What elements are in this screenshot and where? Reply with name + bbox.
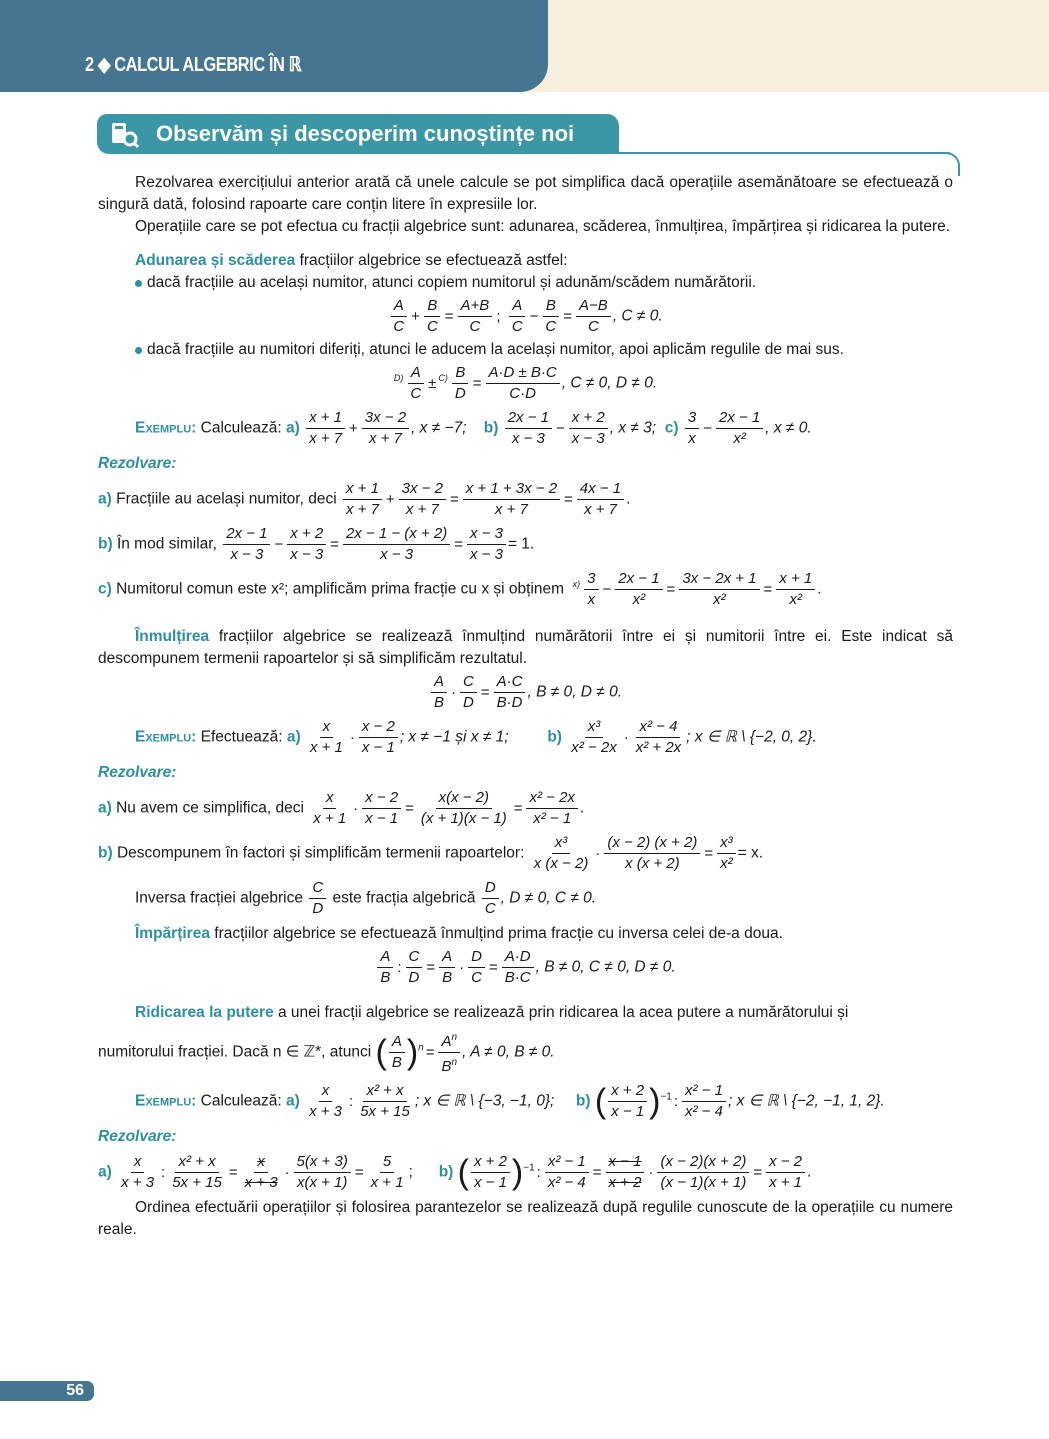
solution-label: Rezolvare: xyxy=(98,764,177,781)
division-paragraph: Împărțirea fracțiilor algebrice se efectuează înmulțind prima fracție cu inversa celei de-a doua. xyxy=(135,925,783,942)
power-paragraph: Ridicarea la putere a unei fracții algebrice se realizează prin ridicarea la acea putere a numărătorului și xyxy=(135,1004,849,1021)
power-keyword: Ridicarea la putere xyxy=(135,1004,274,1021)
multiplication-solution-b: b) Descompunem în factori și simplificăm termenii rapoartelor: $\frac{\text{x³}}{x (x - 2)}$ · $\frac{(x - 2) (x + 2)}{x (x + 2)}$ = $\frac{\text{x³}}{\text{x²}}$ = x. xyxy=(98,834,764,872)
section-divider xyxy=(610,152,950,154)
power-rule: numitorului fracției. Dacă n ∈ ℤ*, atunci ( $\frac{A}{B}$ )$^n$ = $\frac{A^n}{B^n}$ , A ≠ 0, B ≠ 0. xyxy=(98,1028,953,1077)
formula-division: $\frac{A}{B}$ : $\frac{C}{D}$ = $\frac{A}{B}$ · $\frac{D}{C}$ = $\frac{A\cdot D}{B\cdot C}$ , B ≠ 0, C ≠ 0, D ≠ 0. xyxy=(98,947,953,988)
closing-paragraph: Ordinea efectuării operațiilor și folosirea parantezelor se realizează după regulile cunoscute de la operațiile cu numere reale. xyxy=(98,1199,953,1238)
addition-keyword: Adunarea și scăderea xyxy=(135,252,296,269)
solution-label: Rezolvare: xyxy=(98,455,177,472)
book-magnifier-icon xyxy=(110,121,140,149)
chapter-band xyxy=(0,0,548,92)
power-solutions: a) $\frac{x}{x + 3}$ : $\frac{\text{x² + x}}{5x + 15}$ = $\frac{x}{x + 3}$ · $\frac{5(x + 3)}{x(x + 1)}$ = $\frac{5}{x + 1}$ ; b) ( $\frac{x + 2}{x - 1}$ )$^{-1}$ : $\frac{\text{x² − 1}}{\text{x² − 4}}$ = $\frac{x - 1}{x + 2}$ · $\frac{(x - 2)(x + 2)}{(x - 1)(x + 1)}$ = $\frac{x - 2}{x + 1}$ . xyxy=(98,1153,812,1192)
addition-example: Exemplu: Calculează: a) $\frac{x + 1}{x + 7}$ + $\frac{3x - 2}{x + 7}$ , x ≠ −7; b) $\frac{2x - 1}{x - 3}$ − $\frac{x + 2}{x - 3}$ , x ≠ 3; c) $\frac{3}{x}$ − $\frac{2x - 1}{\text{x²}}$ , x ≠ 0. xyxy=(135,409,812,447)
power-example: Exemplu: Calculează: a) $\frac{x}{x + 3}$ : $\frac{\text{x² + x}}{5x + 15}$ ; x ∈ ℝ \ {−3, −1, 0}; b) ( $\frac{x + 2}{x - 1}$ )$^{-1}$ : $\frac{\text{x² − 1}}{\text{x² − 4}}$ ; x ∈ ℝ \ {−2, −1, 1, 2}. xyxy=(135,1082,885,1121)
solution-label: Rezolvare: xyxy=(98,1128,177,1145)
multiplication-paragraph: Înmulțirea fracțiilor algebrice se realizează înmulțind numărătorii între ei și numitorii între ei. Este indicat să descompunem termenii rapoartelor și să simplificăm rezultatul. xyxy=(98,628,953,667)
example-label: Exemplu: xyxy=(135,419,197,437)
bullet-different-denominators: dacă fracțiile au numitori diferiți, atunci le aducem la același numitor, apoi aplicăm regulile de mai sus. xyxy=(135,339,953,361)
addition-solution-c: c) Numitorul comun este x²; amplificăm prima fracție cu x și obținem $^{x)}$ $\frac{3}{x}$ − $\frac{2x - 1}{\text{x²}}$ = $\frac{3x - 2x + 1}{\text{x²}}$ = $\frac{x + 1}{\text{x²}}$ . xyxy=(98,570,822,608)
multiplication-solution-a: a) Nu avem ce simplifica, deci $\frac{x}{x + 1}$ · $\frac{x - 2}{x - 1}$ = $\frac{x(x - 2)}{(x + 1)(x - 1)}$ = $\frac{\text{x² − 2x}}{\text{x² − 1}}$ . xyxy=(98,789,585,827)
multiplication-keyword: Înmulțirea xyxy=(135,628,210,645)
multiplication-example: Exemplu: Efectuează: a) $\frac{x}{x + 1}$ · $\frac{x - 2}{x - 1}$ ; x ≠ −1 și x ≠ 1; b) $\frac{\text{x³}}{\text{x² − 2x}}$ · $\frac{\text{x² − 4}}{\text{x² + 2x}}$ ; x ∈ ℝ \ {−2, 0, 2}. xyxy=(135,718,817,756)
page-content xyxy=(98,172,953,1241)
intro-paragraph-2: Operațiile care se pot efectua cu fracții algebrice sunt: adunarea, scăderea, înmulțirea, împărțirea și ridicarea la putere. xyxy=(135,218,951,235)
addition-heading xyxy=(98,250,953,272)
addition-text: fracțiilor algebrice se efectuează astfel: xyxy=(295,252,568,269)
formula-same-denominator: $\frac{A}{C}$ + $\frac{B}{C}$ = $\frac{A+B}{C}$ ; $\frac{A}{C}$ − $\frac{B}{C}$ = $\frac{A-B}{C}$ , C ≠ 0. xyxy=(98,296,953,337)
formula-different-denominators: $^{D)}$ $\frac{A}{C}$ ± $^{C)}$ $\frac{B}{D}$ = $\frac{A\cdot D \pm B\cdot C}{C\cdot D}$ , C ≠ 0, D ≠ 0. xyxy=(393,364,658,402)
section-title: Observăm și descoperim cunoștințe noi xyxy=(156,121,575,146)
inverse-definition: Inversa fracției algebrice $\frac{C}{D}$ este fracția algebrică $\frac{D}{C}$ , D ≠ 0, C ≠ 0. xyxy=(135,879,597,917)
chapter-title: 2 ◆ CALCUL ALGEBRIC ÎN ℝ xyxy=(85,54,302,76)
bullet-same-denominator: dacă fracțiile au același numitor, atunci copiem numitorul și adunăm/scădem numărătorii. xyxy=(135,272,953,294)
page-number: 56 xyxy=(0,1381,94,1401)
addition-solution-b: b) În mod similar, $\frac{2x - 1}{x - 3}$ − $\frac{x + 2}{x - 3}$ = $\frac{2x - 1 - (x + 2)}{x - 3}$ = $\frac{x - 3}{x - 3}$ = 1. xyxy=(98,525,535,563)
formula-multiplication: $\frac{A}{B}$ · $\frac{C}{D}$ = $\frac{A\cdot C}{B\cdot D}$ , B ≠ 0, D ≠ 0. xyxy=(98,672,953,713)
division-keyword: Împărțirea xyxy=(135,925,210,942)
intro-paragraph-1: Rezolvarea exercițiului anterior arată că unele calcule se pot simplifica dacă operațiile asemănătoare se efectuează o singură dată, folosind rapoarte care conțin litere în expresiile lor. xyxy=(98,174,953,213)
addition-solution-a: a) Fracțiile au același numitor, deci $\frac{x + 1}{x + 7}$ + $\frac{3x - 2}{x + 7}$ = $\frac{x + 1 + 3x - 2}{x + 7}$ = $\frac{4x - 1}{x + 7}$ . xyxy=(98,480,631,518)
